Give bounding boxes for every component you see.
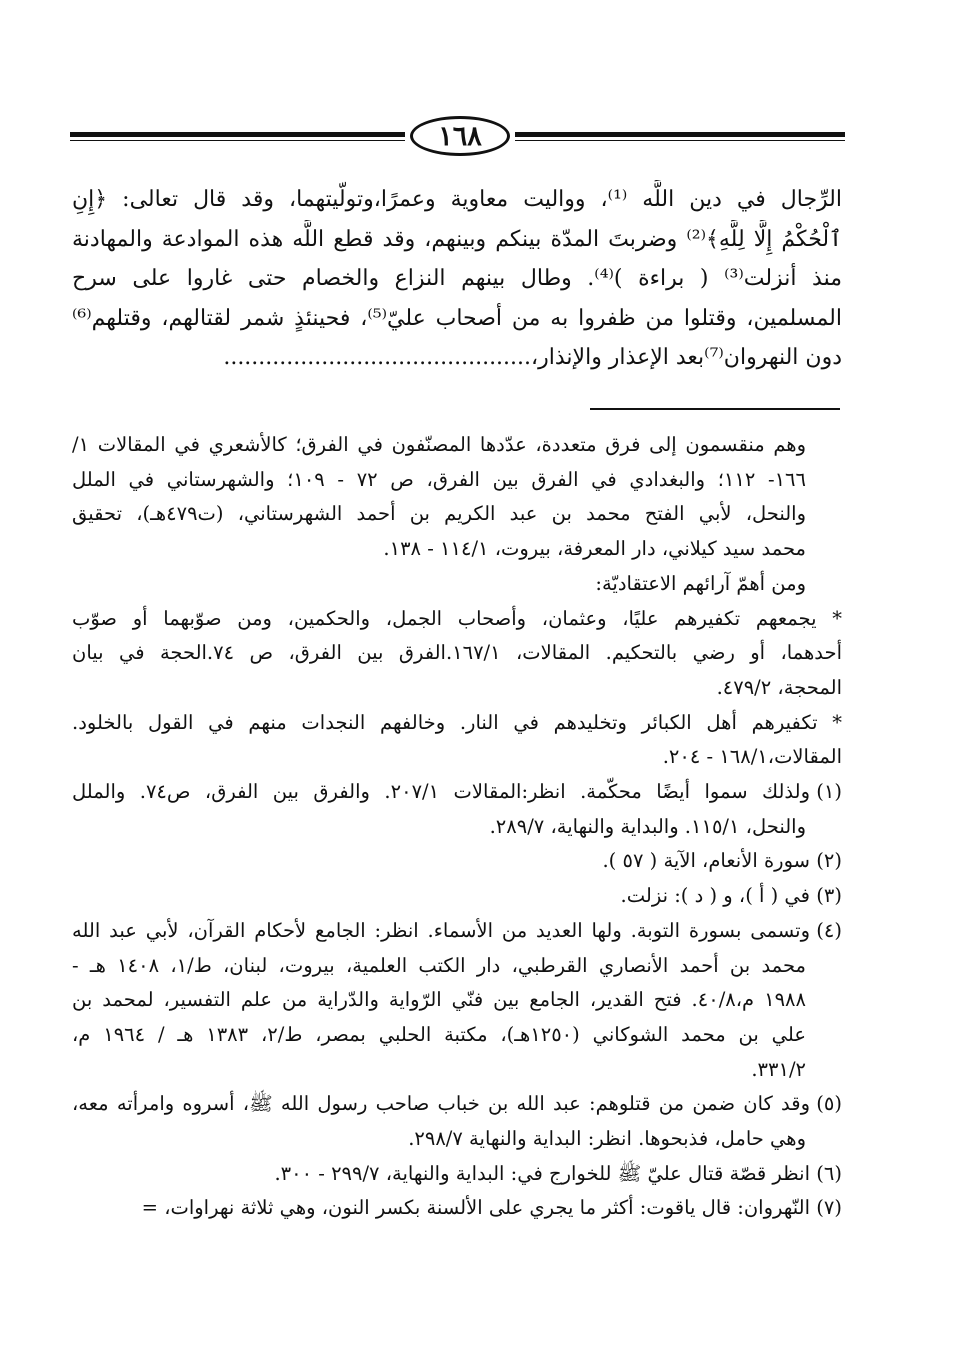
footnote-number: (٢) — [816, 849, 842, 873]
footnote-line — [72, 775, 842, 810]
footnote — [72, 706, 842, 775]
footnote — [72, 844, 842, 879]
footnote-line — [72, 914, 842, 949]
footnote-text: وقد كان ضمن من قتلوهم: عبد الله بن خباب صاحب رسول الله ﷺ، أسروه وامرأته معه، — [72, 1092, 810, 1116]
footnote-text: النّهروان: قال ياقوت: أكثر ما يجري على الألسنة بكسر النون، وهي ثلاثة نهراوات، = — [141, 1196, 810, 1220]
footnote-line: ١٦٦- ١١٢؛ والبغدادي في الفرق بين الفرق، ص ٧٢ - ١٠٩؛ والشهرستاني في الملل — [72, 467, 806, 491]
footnote-line: وهم منقسمون إلى فرق متعددة، عدّدها المصنّفون في الفرق؛ كالأشعري في المقالات ١/ — [72, 433, 806, 456]
footnote — [72, 775, 842, 844]
footnote-line — [72, 1087, 842, 1122]
footnote-line: والنحل، لأبي الفتح محمد بن عبد الكريم بن أحمد الشهرستاني، (ت٤٧٩هـ)، تحقيق — [72, 502, 806, 526]
footnote — [72, 1157, 842, 1192]
footnote — [72, 567, 842, 602]
footnote-line: * تكفيرهم أهل الكبائر وتخليدهم في النار. وخالفهم النجدات منهم في القول بالخلود. — [72, 710, 842, 734]
footnote-line: وهي حامل، فذبحوها. انظر: البداية والنهاية ٢٩٨/٧. — [408, 1127, 806, 1151]
footnote-line: ٣٣١/٢. — [751, 1057, 806, 1081]
footnote-line — [72, 879, 842, 914]
footnote-number: (٦) — [816, 1161, 842, 1185]
footnote — [72, 1191, 842, 1226]
footnote-number: (١) — [816, 780, 842, 804]
text-line: منذ أنزلت⁽³⁾ ( براءة )⁽⁴⁾. وطال بينهم النزاع والخصام حتى غاروا على سرح — [72, 266, 842, 291]
page-header — [70, 112, 845, 162]
footnote — [72, 428, 842, 567]
footnote-line: علي بن محمد الشوكاني (١٢٥٠هـ)، مكتبة الحلبي بمصر، ط/٢، ١٣٨٣ هـ / ١٩٦٤ م، — [72, 1022, 807, 1046]
footnote-text: في ( أ )، و ( د ): نزلت. — [620, 884, 810, 908]
footnote-text: وتسمى بسورة التوبة. ولها العديد من الأسماء. انظر: الجامع لأحكام القرآن، لأبي عبد الله — [72, 918, 810, 942]
footnote-line: محمد سيد كيلاني، دار المعرفة، بيروت، ١١٤/١ - ١٣٨. — [383, 537, 806, 561]
footnote — [72, 1087, 842, 1156]
header-rule-right — [515, 132, 845, 144]
footnote-text: انظر قصّة قتال عليّ ﷺ للخوارج في: البداية والنهاية، ٢٩٩/٧ - ٣٠٠. — [274, 1161, 810, 1185]
page-number: ١٦٨ — [410, 116, 510, 156]
footnote-line: والنحل، ١١٥/١. والبداية والنهاية، ٢٨٩/٧. — [489, 814, 806, 838]
header-rule-left — [70, 132, 405, 144]
text-line: المسلمين، وقتلوا من ظفروا به من أصحاب عليّ⁽⁵⁾، فحينئذٍ شمر لقتالهم، وقتلهم⁽⁶⁾ — [72, 305, 842, 331]
text-line: دون النهروان⁽⁷⁾بعد الإعذار والإنذار،............................................ — [223, 345, 842, 370]
footnote-text: ولذلك سموا أيضًا محكّمة. انظر:المقالات ٢٠٧/١. والفرق بين الفرق، ص٧٤. والملل — [72, 780, 810, 804]
footnote-number: (٥) — [816, 1092, 842, 1116]
text-line: ٱلْحُكْمُ إِلَّا لِلَّهِ﴾⁽²⁾ وضربتَ المدّة بينكم وبينهم، وقد قطع اللَّه هذه الموادعة والمهادنة — [72, 226, 842, 252]
footnote-number: (٧) — [816, 1196, 842, 1220]
footnote-line — [72, 1157, 842, 1192]
footnote-line — [72, 1191, 842, 1226]
main-text — [72, 180, 842, 378]
footnote-line: المقالات،١٦٨/١ - ٢٠٤. — [662, 745, 842, 769]
footnote-line — [72, 844, 842, 879]
footnote-number: (٤) — [816, 918, 842, 942]
footnote-line: ومن أهمّ آرائهم الاعتقاديّة: — [595, 571, 806, 595]
footnote-separator — [590, 408, 840, 410]
footnote — [72, 879, 842, 914]
footnote-line: المحجة، ٤٧٩/٢. — [716, 675, 842, 699]
footnote-number: (٣) — [816, 884, 842, 908]
footnote — [72, 602, 842, 706]
footnote-line: * يجمعهم تكفيرهم عليًا، وعثمان، وأصحاب الجمل، والحكمين، ومن صوّبهما أو صوّب — [72, 606, 842, 630]
footnote-line: ١٩٨٨ م،٤٠/٨. فتح القدير، الجامع بين فنّي الرّواية والدّراية من علم التفسير، لمحمد بن — [72, 988, 806, 1012]
footnotes — [72, 428, 842, 1226]
text-line: الرِّجال في دين اللَّه ⁽¹⁾، وواليت معاوية وعمرًا،وتولّيتهما، وقد قال تعالى: ﴿إِنِ — [72, 187, 842, 212]
footnote — [72, 914, 842, 1088]
footnote-line: محمد بن أحمد الأنصاري القرطبي، دار الكتب العلمية، بيروت، لبنان، ط/١، ١٤٠٨ هـ - — [72, 953, 806, 977]
footnote-line: أحدهما، أو رضي بالتحكيم. المقالات، ١٦٧/١.الفرق بين الفرق، ص ٧٤.الحجة في بيان — [72, 641, 842, 665]
footnote-text: سورة الأنعام، الآية ( ٥٧ ). — [602, 849, 810, 873]
